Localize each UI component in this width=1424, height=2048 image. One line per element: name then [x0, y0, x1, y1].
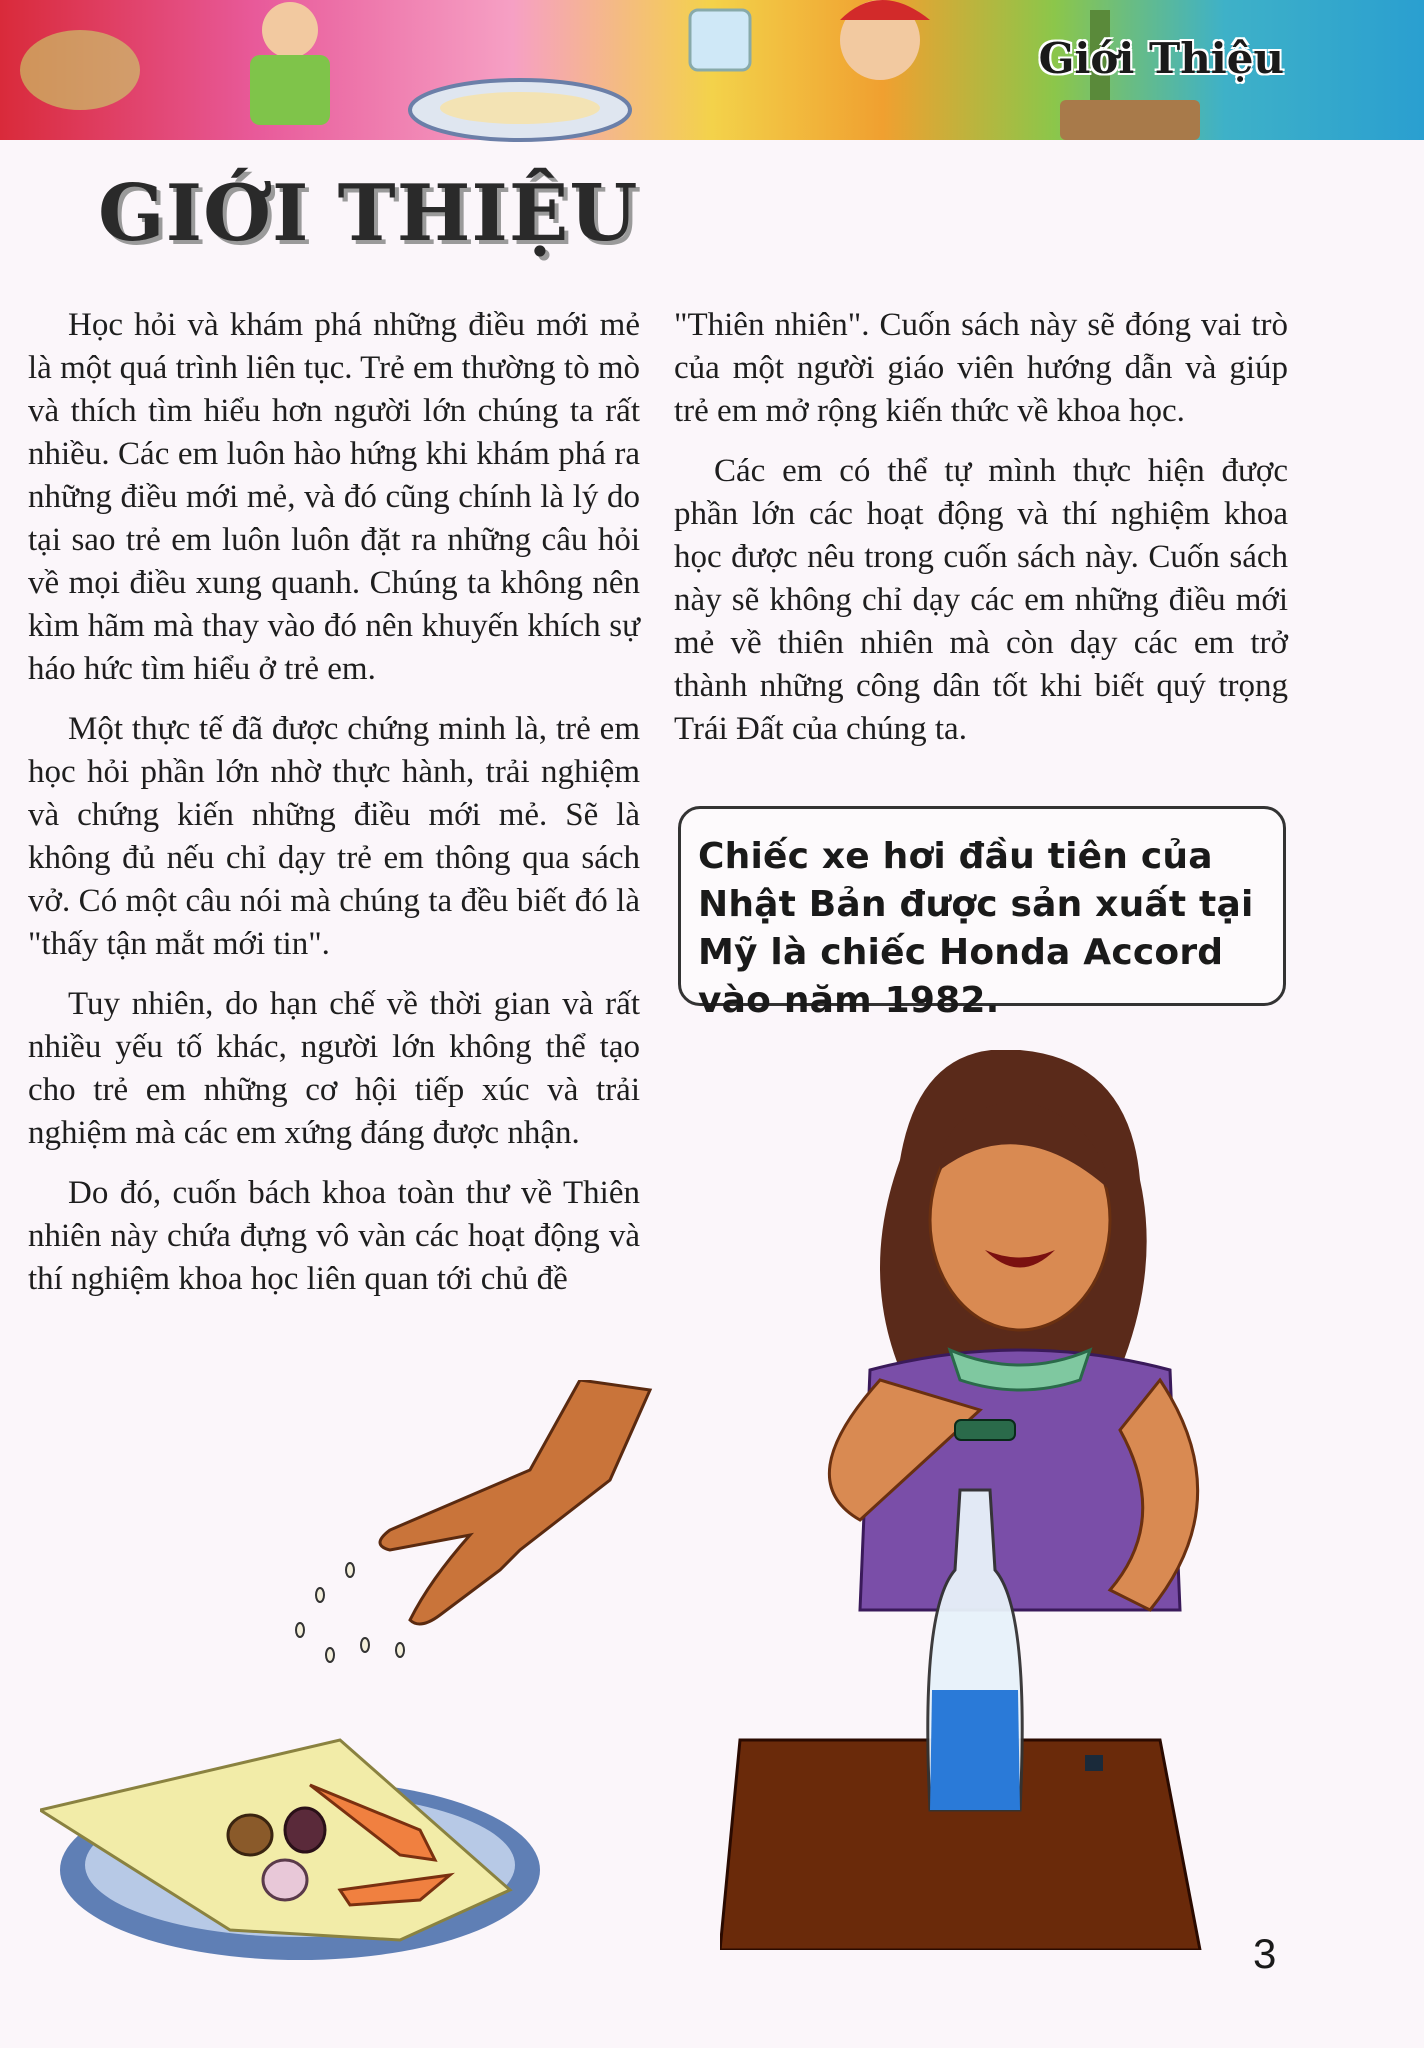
- paragraph: "Thiên nhiên". Cuốn sách này sẽ đóng vai trò của một người giáo viên hướng dẫn và giúp trẻ em mở rộng kiến thức về khoa học.: [674, 307, 1288, 429]
- fact-text: Chiếc xe hơi đầu tiên của Nhật Bản được sản xuất tại Mỹ là chiếc Honda Accord vào năm 1982.: [698, 836, 1254, 1021]
- left-column: [28, 304, 640, 1318]
- paragraph: Một thực tế đã được chứng minh là, trẻ em học hỏi phần lớn nhờ thực hành, trải nghiệm và chứng kiến những điều mới mẻ. Sẽ là không đủ nếu chỉ dạy trẻ em thông qua sách vở. Có một câu nói mà chúng ta đều biết đó là "thấy tận mắt mới tin".: [28, 711, 640, 962]
- girl-experiment-illustration: [720, 1050, 1320, 1950]
- paragraph: Do đó, cuốn bách khoa toàn thư về Thiên nhiên này chứa đựng vô vàn các hoạt động và thí nghiệm khoa học liên quan tới chủ đề: [28, 1175, 640, 1297]
- sowing-hand-illustration: [280, 1380, 660, 1690]
- paragraph: Các em có thể tự mình thực hiện được phần lớn các hoạt động và thí nghiệm khoa học được nêu trong cuốn sách này. Cuốn sách này sẽ không chỉ dạy các em những điều mới mẻ về thiên nhiên mà còn dạy các em trở thành những công dân tốt khi biết quý trọng Trái Đất của chúng ta.: [674, 453, 1288, 747]
- header-banner: [0, 0, 1424, 148]
- paragraph: Tuy nhiên, do hạn chế về thời gian và rất nhiều yếu tố khác, người lớn không thể tạo cho trẻ em những cơ hội tiếp xúc và trải nghiệm mà các em xứng đáng được nhận.: [28, 986, 640, 1151]
- paragraph: Học hỏi và khám phá những điều mới mẻ là một quá trình liên tục. Trẻ em thường tò mò và thích tìm hiểu hơn người lớn chúng ta rất nhiều. Các em luôn hào hứng khi khám phá ra những điều mới mẻ, và đó cũng chính là lý do tại sao trẻ em luôn luôn đặt ra những câu hỏi về mọi điều xung quanh. Chúng ta không nên kìm hãm mà thay vào đó nên khuyến khích sự háo hức tìm hiểu ở trẻ em.: [28, 307, 640, 687]
- section-label: Giới Thiệu: [1038, 34, 1284, 83]
- plate-with-seeds-illustration: [40, 1700, 560, 1970]
- page-title: GIỚI THIỆU: [98, 168, 639, 259]
- page-number: 3: [1253, 1930, 1277, 1977]
- fact-box: [678, 806, 1286, 1021]
- right-column: [674, 304, 1288, 768]
